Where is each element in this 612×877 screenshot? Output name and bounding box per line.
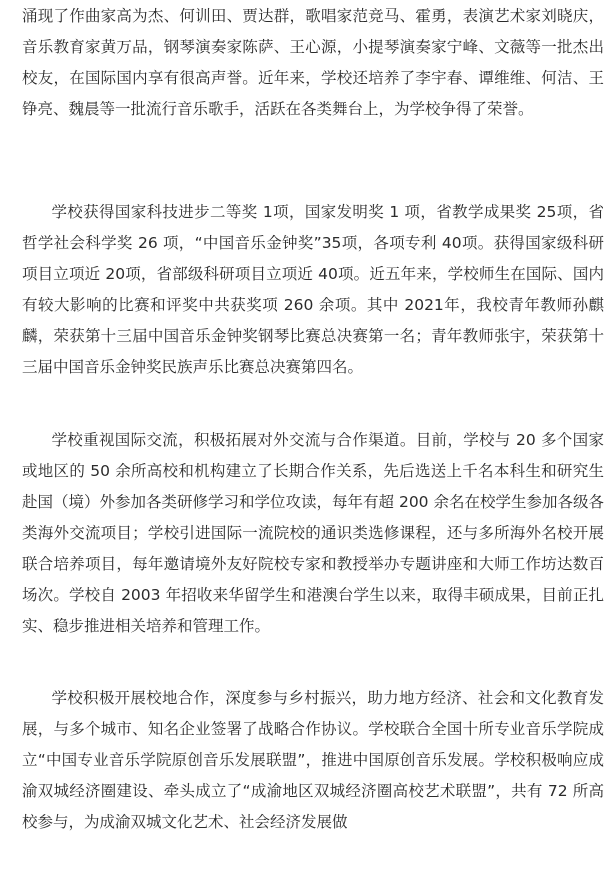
paragraph-awards: 学校获得国家科技进步二等奖 1项，国家发明奖 1 项，省教学成果奖 25项，省哲学社会科学奖 26 项，“中国音乐金钟奖”35项，各项专利 40项。获得国家级科研项目立项近 20项，省部级科研项目立项近 40项。近五年来，学校师生在国际、国内有较大影响的比赛和评奖中共获奖项 260 余项。其中 2021年，我校青年教师孙麒麟，荣获第十三届中国音乐金钟奖钢琴比赛总决赛第一名；青年教师张宇，荣获第十三届中国音乐金钟奖民族声乐比赛总决赛第四名。 <box>22 203 604 376</box>
paragraph-international-exchange: 学校重视国际交流，积极拓展对外交流与合作渠道。目前，学校与 20 多个国家或地区的 50 余所高校和机构建立了长期合作关系，先后选送上千名本科生和研究生赴国（境）外参加各类研修学习和学位攻读，每年有超 200 余名在校学生参加各级各类海外交流项目；学校引进国际一流院校的通识类选修课程，还与多所海外名校开展联合培养项目，每年邀请境外友好院校专家和教授举办专题讲座和大师工作坊达数百场次。学校自 2003 年招收来华留学生和港澳台学生以来，取得丰硕成果，目前正扎实、稳步推进相关培养和管理工作。 <box>22 431 604 635</box>
paragraph-alumni: 涌现了作曲家高为杰、何训田、贾达群，歌唱家范竞马、霍勇，表演艺术家刘晓庆，音乐教育家黄万品，钢琴演奏家陈萨、王心源，小提琴演奏家宁峰、文薇等一批杰出校友，在国际国内享有很高声誉。近年来，学校还培养了李宇春、谭维维、何洁、王铮亮、魏晨等一批流行音乐歌手，活跃在各类舞台上，为学校争得了荣誉。 <box>22 7 604 118</box>
paragraph-local-cooperation: 学校积极开展校地合作，深度参与乡村振兴，助力地方经济、社会和文化教育发展，与多个城市、知名企业签署了战略合作协议。学校联合全国十所专业音乐学院成立“中国专业音乐学院原创音乐发展联盟”，推进中国原创音乐发展。学校积极响应成渝双城经济圈建设、牵头成立了“成渝地区双城经济圈高校艺术联盟”，共有 72 所高校参与，为成渝双城文化艺术、社会经济发展做 <box>22 689 604 831</box>
